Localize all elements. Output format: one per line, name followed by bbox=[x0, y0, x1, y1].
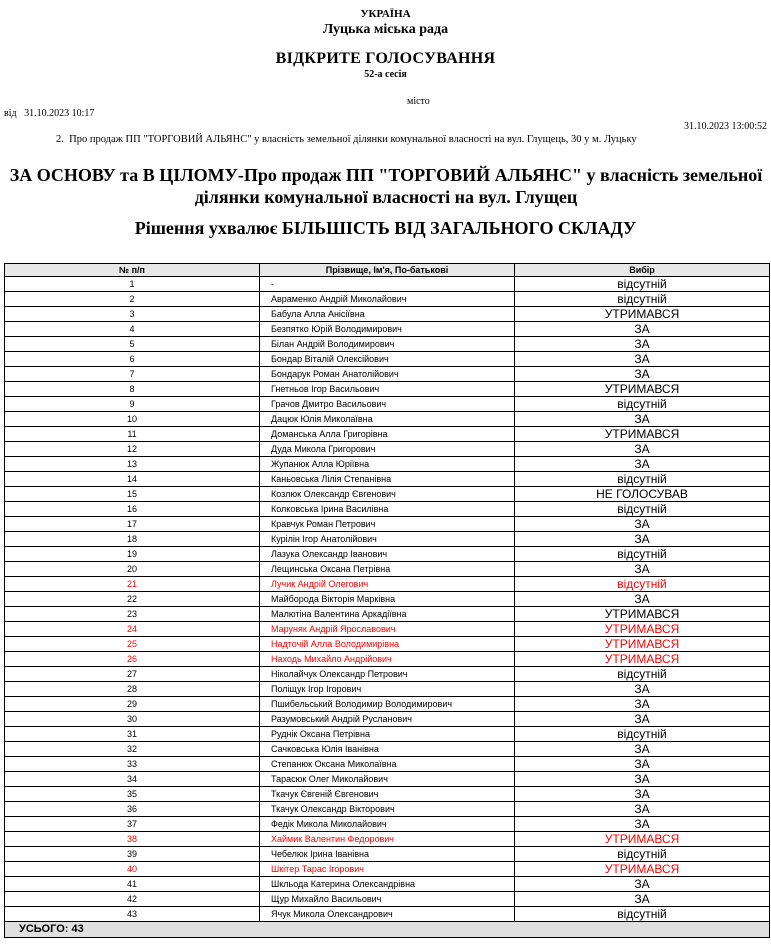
vote-choice: відсутній bbox=[515, 277, 770, 292]
row-number: 26 bbox=[5, 652, 260, 667]
row-number: 21 bbox=[5, 577, 260, 592]
row-number: 24 bbox=[5, 622, 260, 637]
deputy-name: Пшибельський Володимир Володимирович bbox=[260, 697, 515, 712]
vote-choice: відсутній bbox=[515, 577, 770, 592]
vote-choice: УТРИМАВСЯ bbox=[515, 637, 770, 652]
table-row bbox=[5, 832, 770, 847]
session-start-date: від 31.10.2023 10:17 bbox=[4, 108, 95, 119]
table-row bbox=[5, 637, 770, 652]
row-number: 9 bbox=[5, 397, 260, 412]
table-row bbox=[5, 607, 770, 622]
vote-choice: ЗА bbox=[515, 442, 770, 457]
city-label: місто bbox=[407, 96, 430, 107]
table-row bbox=[5, 817, 770, 832]
table-row bbox=[5, 502, 770, 517]
deputy-name: - bbox=[260, 277, 515, 292]
row-number: 12 bbox=[5, 442, 260, 457]
row-number: 23 bbox=[5, 607, 260, 622]
deputy-name: Маруняк Андрій Ярославович bbox=[260, 622, 515, 637]
row-number: 6 bbox=[5, 352, 260, 367]
row-number: 20 bbox=[5, 562, 260, 577]
vote-choice: ЗА bbox=[515, 322, 770, 337]
table-row bbox=[5, 367, 770, 382]
table-row bbox=[5, 457, 770, 472]
row-number: 29 bbox=[5, 697, 260, 712]
table-row bbox=[5, 337, 770, 352]
row-number: 3 bbox=[5, 307, 260, 322]
row-number: 41 bbox=[5, 877, 260, 892]
row-number: 36 bbox=[5, 802, 260, 817]
deputy-name: Малютіна Валентина Аркадіївна bbox=[260, 607, 515, 622]
table-header-row bbox=[5, 264, 770, 277]
row-number: 40 bbox=[5, 862, 260, 877]
vote-type-title: ВІДКРИТЕ ГОЛОСУВАННЯ bbox=[275, 50, 496, 67]
row-number: 38 bbox=[5, 832, 260, 847]
deputy-name: Надточій Алла Володимирівна bbox=[260, 637, 515, 652]
vote-choice: відсутній bbox=[515, 727, 770, 742]
deputy-name: Бабула Алла Анісіївна bbox=[260, 307, 515, 322]
deputy-name: Гнетньов Ігор Васильович bbox=[260, 382, 515, 397]
deputy-name: Шкльода Катерина Олександрівна bbox=[260, 877, 515, 892]
table-row bbox=[5, 487, 770, 502]
row-number: 30 bbox=[5, 712, 260, 727]
vote-choice: ЗА bbox=[515, 787, 770, 802]
table-row bbox=[5, 382, 770, 397]
deputy-name: Дацюк Юлія Миколаївна bbox=[260, 412, 515, 427]
deputy-name: Ткачук Євгеній Євгенович bbox=[260, 787, 515, 802]
table-row bbox=[5, 847, 770, 862]
table-row bbox=[5, 397, 770, 412]
vote-choice: ЗА bbox=[515, 892, 770, 907]
vote-choice: ЗА bbox=[515, 337, 770, 352]
table-row bbox=[5, 427, 770, 442]
vote-choice: відсутній bbox=[515, 907, 770, 922]
row-number: 2 bbox=[5, 292, 260, 307]
table-row bbox=[5, 442, 770, 457]
deputy-name: Каньовська Лілія Степанівна bbox=[260, 472, 515, 487]
country-heading: УКРАЇНА bbox=[360, 8, 411, 20]
deputy-name: Майборода Вікторія Марківна bbox=[260, 592, 515, 607]
row-number: 27 bbox=[5, 667, 260, 682]
deputy-name: Безпятко Юрій Володимирович bbox=[260, 322, 515, 337]
vote-choice: відсутній bbox=[515, 502, 770, 517]
row-number: 28 bbox=[5, 682, 260, 697]
row-number: 22 bbox=[5, 592, 260, 607]
vote-choice: ЗА bbox=[515, 592, 770, 607]
table-row bbox=[5, 532, 770, 547]
deputy-name: Хаймик Валентин Федорович bbox=[260, 832, 515, 847]
row-number: 4 bbox=[5, 322, 260, 337]
vote-choice: УТРИМАВСЯ bbox=[515, 652, 770, 667]
deputy-name: Грачов Дмитро Васильович bbox=[260, 397, 515, 412]
table-row bbox=[5, 892, 770, 907]
deputy-name: Лазука Олександр Іванович bbox=[260, 547, 515, 562]
vote-choice: ЗА bbox=[515, 517, 770, 532]
deputy-name: Разумовський Андрій Русланович bbox=[260, 712, 515, 727]
deputy-name: Щур Михайло Васильович bbox=[260, 892, 515, 907]
row-number: 32 bbox=[5, 742, 260, 757]
deputy-name: Тарасюк Олег Миколайович bbox=[260, 772, 515, 787]
agenda-item: 2. Про продаж ПП "ТОРГОВИЙ АЛЬЯНС" у власність земельної ділянки комунальної власності на вул. Глущець, 30 у м. Луцьку bbox=[56, 134, 637, 145]
vote-datetime: 31.10.2023 13:00:52 bbox=[683, 121, 767, 132]
deputy-name: Білан Андрій Володимирович bbox=[260, 337, 515, 352]
row-number: 5 bbox=[5, 337, 260, 352]
row-number: 11 bbox=[5, 427, 260, 442]
table-row bbox=[5, 562, 770, 577]
table-row bbox=[5, 622, 770, 637]
vote-choice: відсутній bbox=[515, 667, 770, 682]
vote-choice: ЗА bbox=[515, 742, 770, 757]
deputy-name: Лучик Андрій Олегович bbox=[260, 577, 515, 592]
table-row bbox=[5, 577, 770, 592]
row-number: 14 bbox=[5, 472, 260, 487]
row-number: 19 bbox=[5, 547, 260, 562]
deputy-name: Авраменко Андрій Миколайович bbox=[260, 292, 515, 307]
deputy-name: Чебелюк Ірина Іванівна bbox=[260, 847, 515, 862]
deputy-name: Степанюк Оксана Миколаївна bbox=[260, 757, 515, 772]
column-header-choice: Вибір bbox=[515, 264, 770, 277]
table-row bbox=[5, 592, 770, 607]
table-row bbox=[5, 742, 770, 757]
row-number: 7 bbox=[5, 367, 260, 382]
table-row bbox=[5, 697, 770, 712]
deputy-name: Колковська Ірина Василівна bbox=[260, 502, 515, 517]
table-row bbox=[5, 877, 770, 892]
vote-choice: ЗА bbox=[515, 457, 770, 472]
table-row bbox=[5, 322, 770, 337]
table-row bbox=[5, 682, 770, 697]
deputy-name: Шкітер Тарас Ігорович bbox=[260, 862, 515, 877]
row-number: 15 bbox=[5, 487, 260, 502]
total-count: УСЬОГО: 43 bbox=[5, 922, 770, 938]
vote-choice: ЗА bbox=[515, 532, 770, 547]
table-row bbox=[5, 277, 770, 292]
deputy-name: Козлюк Олександр Євгенович bbox=[260, 487, 515, 502]
deputy-name: Находь Михайло Андрійович bbox=[260, 652, 515, 667]
deputy-name: Ячук Микола Олександрович bbox=[260, 907, 515, 922]
decision-text: Рішення ухвалює БІЛЬШІСТЬ ВІД ЗАГАЛЬНОГО СКЛАДУ bbox=[134, 218, 637, 238]
resolution-title: ЗА ОСНОВУ та В ЦІЛОМУ-Про продаж ПП "ТОРГОВИЙ АЛЬЯНС" у власність земельної ділянки комунальної власності на вул. Глущец bbox=[9, 165, 763, 207]
row-number: 35 bbox=[5, 787, 260, 802]
votes-table-body bbox=[5, 277, 770, 922]
deputy-name: Бондарук Роман Анатолійович bbox=[260, 367, 515, 382]
table-row bbox=[5, 517, 770, 532]
vote-choice: УТРИМАВСЯ bbox=[515, 832, 770, 847]
row-number: 42 bbox=[5, 892, 260, 907]
deputy-name: Жупанюк Алла Юріївна bbox=[260, 457, 515, 472]
table-row bbox=[5, 412, 770, 427]
vote-choice: відсутній bbox=[515, 292, 770, 307]
deputy-name: Сачковська Юлія Іванівна bbox=[260, 742, 515, 757]
vote-choice: УТРИМАВСЯ bbox=[515, 862, 770, 877]
table-row bbox=[5, 307, 770, 322]
table-row bbox=[5, 757, 770, 772]
table-row bbox=[5, 292, 770, 307]
row-number: 1 bbox=[5, 277, 260, 292]
vote-choice: ЗА bbox=[515, 757, 770, 772]
row-number: 33 bbox=[5, 757, 260, 772]
table-row bbox=[5, 772, 770, 787]
vote-choice: ЗА bbox=[515, 412, 770, 427]
deputy-name: Поліщук Ігор Ігорович bbox=[260, 682, 515, 697]
row-number: 43 bbox=[5, 907, 260, 922]
vote-choice: відсутній bbox=[515, 547, 770, 562]
table-row bbox=[5, 547, 770, 562]
table-row bbox=[5, 787, 770, 802]
column-header-name: Прізвище, Ім'я, По-батькові bbox=[260, 264, 515, 277]
row-number: 34 bbox=[5, 772, 260, 787]
vote-choice: ЗА bbox=[515, 682, 770, 697]
deputy-name: Дуда Микола Григорович bbox=[260, 442, 515, 457]
deputy-name: Ткачук Олександр Вікторович bbox=[260, 802, 515, 817]
vote-choice: УТРИМАВСЯ bbox=[515, 382, 770, 397]
deputy-name: Кравчук Роман Петрович bbox=[260, 517, 515, 532]
vote-choice: ЗА bbox=[515, 352, 770, 367]
row-number: 18 bbox=[5, 532, 260, 547]
vote-choice: ЗА bbox=[515, 697, 770, 712]
row-number: 31 bbox=[5, 727, 260, 742]
vote-choice: відсутній bbox=[515, 397, 770, 412]
vote-choice: ЗА bbox=[515, 367, 770, 382]
row-number: 16 bbox=[5, 502, 260, 517]
table-row bbox=[5, 352, 770, 367]
deputy-name: Федік Микола Миколайович bbox=[260, 817, 515, 832]
deputy-name: Доманська Алла Григорівна bbox=[260, 427, 515, 442]
row-number: 8 bbox=[5, 382, 260, 397]
vote-choice: відсутній bbox=[515, 472, 770, 487]
vote-choice: ЗА bbox=[515, 802, 770, 817]
vote-choice: УТРИМАВСЯ bbox=[515, 427, 770, 442]
deputy-name: Руднік Оксана Петрівна bbox=[260, 727, 515, 742]
row-number: 39 bbox=[5, 847, 260, 862]
vote-choice: УТРИМАВСЯ bbox=[515, 607, 770, 622]
vote-choice: ЗА bbox=[515, 772, 770, 787]
table-row bbox=[5, 862, 770, 877]
table-row bbox=[5, 652, 770, 667]
votes-table bbox=[4, 263, 770, 938]
row-number: 13 bbox=[5, 457, 260, 472]
row-number: 37 bbox=[5, 817, 260, 832]
session-number: 52-а сесія bbox=[364, 69, 407, 80]
deputy-name: Лещинська Оксана Петрівна bbox=[260, 562, 515, 577]
table-row bbox=[5, 472, 770, 487]
row-number: 17 bbox=[5, 517, 260, 532]
vote-choice: ЗА bbox=[515, 877, 770, 892]
table-row bbox=[5, 667, 770, 682]
vote-choice: ЗА bbox=[515, 712, 770, 727]
row-number: 10 bbox=[5, 412, 260, 427]
deputy-name: Бондар Віталій Олексійович bbox=[260, 352, 515, 367]
table-row bbox=[5, 727, 770, 742]
vote-choice: ЗА bbox=[515, 817, 770, 832]
vote-choice: УТРИМАВСЯ bbox=[515, 307, 770, 322]
deputy-name: Курілін Ігор Анатолійович bbox=[260, 532, 515, 547]
table-row bbox=[5, 802, 770, 817]
vote-choice: УТРИМАВСЯ bbox=[515, 622, 770, 637]
deputy-name: Ніколайчук Олександр Петрович bbox=[260, 667, 515, 682]
table-row bbox=[5, 712, 770, 727]
row-number: 25 bbox=[5, 637, 260, 652]
total-row bbox=[5, 922, 770, 938]
vote-choice: НЕ ГОЛОСУВАВ bbox=[515, 487, 770, 502]
column-header-number: № п/п bbox=[5, 264, 260, 277]
vote-choice: ЗА bbox=[515, 562, 770, 577]
table-row bbox=[5, 907, 770, 922]
vote-choice: відсутній bbox=[515, 847, 770, 862]
council-name: Луцька міська рада bbox=[322, 22, 449, 37]
